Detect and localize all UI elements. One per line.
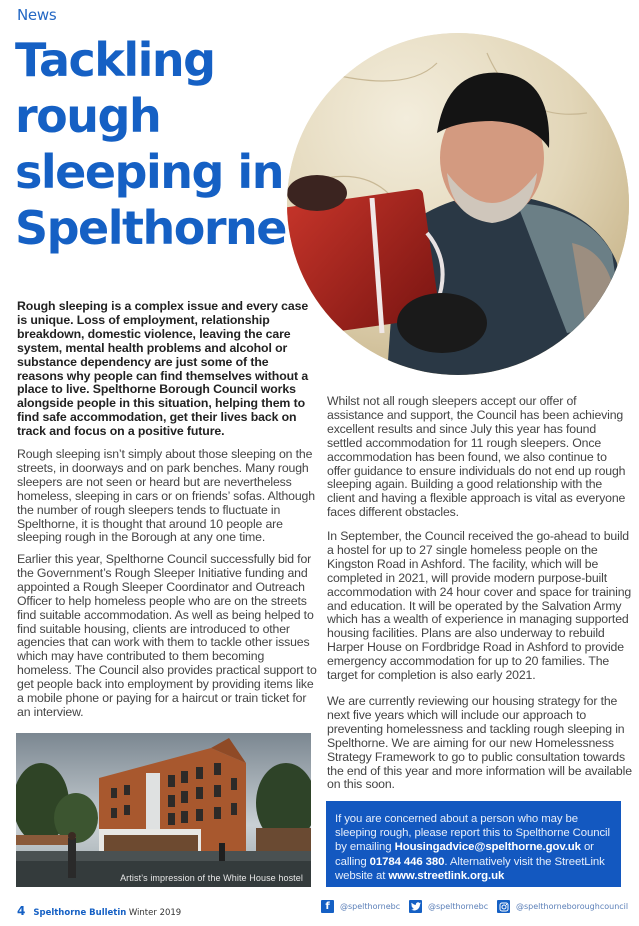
hero-photo: [287, 33, 629, 375]
page-number: 4: [17, 904, 26, 918]
publication-name: Spelthorne Bulletin: [33, 908, 127, 918]
body-paragraph: Whilst not all rough sleepers accept our offer of assistance and support, the Council has been achieving excellent results and since July this year has found settled accommodation for 11 rough sleepers. Once accommodation has been found, we also continue to offer guidance to ensure individuals do not end up rough sleeping again. Building a good relationship with the client and having a flexible approach is vital as everyone faces different obstacles.: [327, 394, 626, 520]
hostel-image: [16, 733, 311, 887]
lede-paragraph: Rough sleeping is a complex issue and every case is unique. Loss of employment, relationship breakdown, domestic violence, leaving the care system, mental health problems and alcohol or substance dependency are just some of the reasons why people can find themselves without a place to live. Spelthorne Borough Council works alongside people in this situation, helping them to find safe accommodation, get their lives back on track and focus on a positive future.: [17, 299, 309, 439]
body-paragraph: Rough sleeping isn’t simply about those sleeping on the streets, in doorways and on park benches. Many rough sleepers are not seen or heard but are nevertheless homeless, sleeping in cars or on friends’ sofas. Although the number of rough sleepers tends to fluctuate in Spelthorne, it is thought that around 10 people are sleeping rough in the Borough at any one time.: [17, 447, 315, 545]
info-text: or calling: [335, 841, 594, 868]
facebook-icon: f: [321, 900, 334, 913]
contact-info-box: [326, 801, 621, 887]
headline-line: sleeping in: [15, 145, 283, 199]
instagram-icon: [497, 900, 510, 913]
contact-email-link[interactable]: Housingadvice@spelthorne.gov.uk: [394, 841, 581, 854]
body-paragraph: Earlier this year, Spelthorne Council successfully bid for the Government’s Rough Sleeper Initiative funding and appointed a Rough Sleeper Coordinator and Outreach Officer to help homeless people who are on the streets find suitable accommodation. As well as being helped to find suitable housing, clients are introduced to other agencies that can work with them to tackle other issues which may have contributed to them becoming homeless. The Council also provides practical support to get people back into employment by providing items like a mobile phone or paying for a haircut or train ticket for an interview.: [17, 552, 317, 719]
social-instagram[interactable]: [497, 900, 628, 913]
body-paragraph: In September, the Council received the go-ahead to build a hostel for up to 27 single homeless people on the Kingston Road in Ashford. The facility, which will be completed in 2021, will provide modern purpose-built accommodation with 24 hour cover and space for training and education. It will be operated by the Salvation Army which has a wealth of experience in managing supported housing facilities. Plans are also underway to rebuild Harper House on Fordbridge Road in Ashford to provide emergency accommodation for up to 20 families. The target for completion is also early 2021.: [327, 529, 632, 683]
publication-issue: Winter 2019: [128, 908, 182, 918]
section-label: News: [17, 6, 57, 24]
headline-line: Tackling: [15, 33, 215, 87]
headline-line: Spelthorne: [15, 201, 286, 255]
social-facebook[interactable]: [321, 900, 400, 913]
footer-publication: [17, 904, 181, 918]
image-caption: Artist’s impression of the White House hostel: [120, 873, 303, 883]
body-paragraph: We are currently reviewing our housing strategy for the next five years which will include our approach to preventing homelessness and tackling rough sleeping in Spelthorne. We are aiming for our new Homelessness Strategy Framework to go to public consultation towards the end of this year and more information will be available on this soon.: [327, 694, 632, 792]
info-text: . Alternatively visit the StreetLink website at: [335, 855, 605, 882]
twitter-icon: [409, 900, 422, 913]
contact-phone[interactable]: 01784 446 380: [369, 855, 445, 868]
social-twitter[interactable]: [409, 900, 488, 913]
headline-line: rough: [15, 89, 161, 143]
social-handle: @spelthornebc: [428, 902, 489, 911]
streetlink-website-link[interactable]: www.streetlink.org.uk: [388, 869, 505, 882]
social-handle: @spelthornebc: [340, 902, 401, 911]
page-title: [15, 32, 295, 256]
info-text: If you are concerned about a person who may be sleeping rough, please report this to Spelthorne Council by emailing: [335, 813, 610, 854]
social-handle: @spelthorneboroughcouncil: [516, 902, 629, 911]
